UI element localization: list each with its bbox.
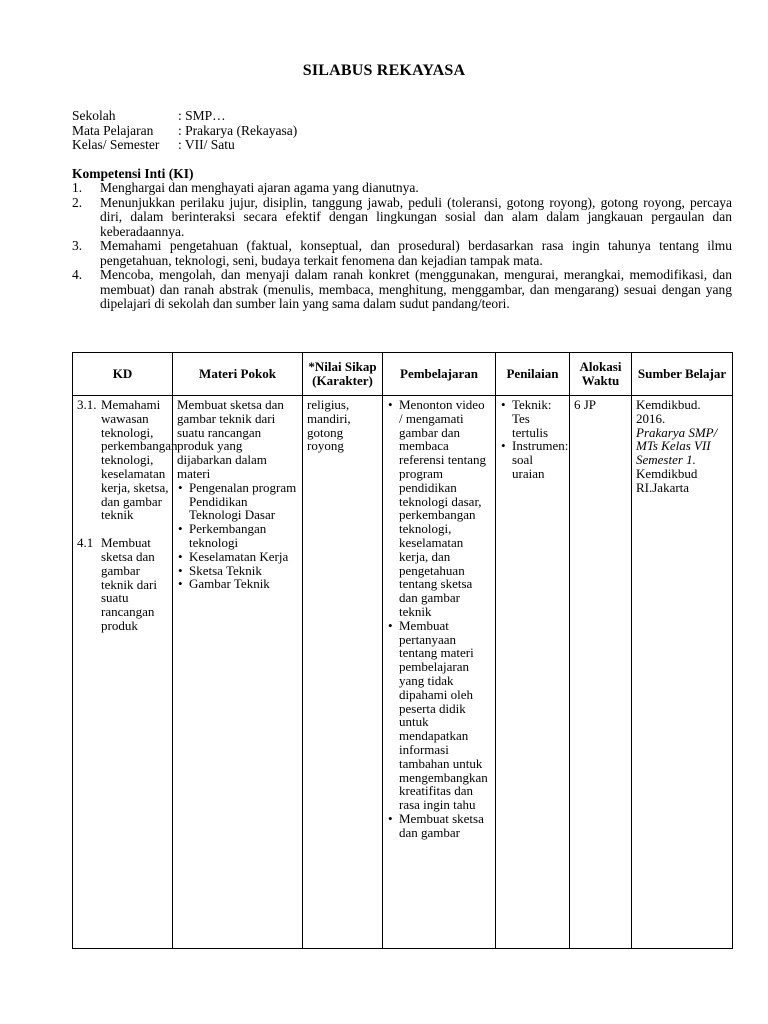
cell-materi bbox=[173, 396, 303, 949]
header-pembelajaran: Pembelajaran bbox=[383, 353, 496, 396]
ki-item bbox=[72, 196, 732, 240]
header-materi: Materi Pokok bbox=[173, 353, 303, 396]
table-header-row bbox=[73, 353, 733, 396]
materi-intro: Membuat sketsa dan gambar teknik dari suatu rancangan produk yang dijabarkan dalam materi bbox=[177, 397, 284, 481]
header-sumber: Sumber Belajar bbox=[632, 353, 733, 396]
ki-text: Menghargai dan menghayati ajaran agama yang dianutnya. bbox=[100, 180, 419, 195]
info-row-mapel bbox=[72, 124, 297, 139]
list-item: • Menonton video / mengamati gambar dan membaca referensi tentang program pendidikan teknologi dasar, perkembangan teknologi, keselamatan kerja, dan pengetahuan tentang sketsa dan gambar teknik bbox=[399, 398, 491, 619]
info-value: : SMP… bbox=[178, 108, 226, 123]
info-value: : VII/ Satu bbox=[178, 137, 235, 152]
header-kd: KD bbox=[73, 353, 173, 396]
kd-text: Memahami wawasan teknologi, perkembangan teknologi, keselamatan kerja, sketsa, dan gambar teknik bbox=[101, 397, 178, 523]
cell-kd bbox=[73, 396, 178, 949]
ki-number: 3. bbox=[72, 238, 83, 253]
sumber-line: Kemdikbud. 2016. bbox=[636, 397, 701, 426]
header-alokasi: Alokasi Waktu bbox=[570, 353, 632, 396]
ki-number: 4. bbox=[72, 267, 83, 282]
pembelajaran-list bbox=[387, 398, 491, 840]
ki-item bbox=[72, 181, 732, 196]
kd-text: Membuat sketsa dan gambar teknik dari suatu rancangan produk bbox=[101, 535, 157, 633]
info-label: Kelas/ Semester bbox=[72, 137, 160, 152]
spacer bbox=[77, 522, 168, 536]
ki-heading: Kompetensi Inti (KI) bbox=[72, 166, 194, 181]
list-item: • Keselamatan Kerja bbox=[189, 550, 298, 564]
kd-number: 3.1. bbox=[77, 397, 97, 412]
info-value: : Prakarya (Rekayasa) bbox=[178, 122, 298, 138]
ki-item bbox=[72, 268, 732, 312]
list-item: • Gambar Teknik bbox=[189, 577, 298, 591]
kd-number: 4.1 bbox=[77, 535, 94, 551]
table-row bbox=[73, 396, 733, 949]
ki-item bbox=[72, 239, 732, 268]
ki-text: Memahami pengetahuan (faktual, konseptual, dan prosedural) berdasarkan rasa ingin tahunya tentang ilmu pengetahuan, teknologi, seni, budaya terkait fenomena dan kejadian tampak mata. bbox=[100, 238, 732, 268]
materi-list bbox=[177, 481, 298, 591]
list-item: • Perkembangan teknologi bbox=[189, 522, 298, 550]
list-item: • Sketsa Teknik bbox=[189, 564, 298, 578]
penilaian-list bbox=[500, 397, 569, 481]
kd-item bbox=[77, 536, 168, 633]
cell-alokasi: 6 JP bbox=[570, 396, 632, 949]
ki-list bbox=[72, 181, 732, 312]
ki-number: 2. bbox=[72, 194, 83, 210]
cell-sumber bbox=[632, 396, 733, 949]
list-item: • Pengenalan program Pendidikan Teknologi Dasar bbox=[189, 481, 298, 522]
kd-item bbox=[77, 397, 178, 523]
ki-number: 1. bbox=[72, 180, 83, 195]
list-item: • Membuat pertanyaan tentang materi pembelajaran yang tidak dipahami oleh peserta didik untuk mendapatkan informasi tambahan untuk mengembangkan kreatifitas dan rasa ingin tahu bbox=[399, 619, 491, 812]
header-penilaian: Penilaian bbox=[496, 353, 570, 396]
list-item: • Teknik: Tes tertulis bbox=[512, 398, 565, 439]
info-row-sekolah bbox=[72, 109, 297, 124]
header-nilai: *Nilai Sikap (Karakter) bbox=[303, 353, 383, 396]
info-label: Mata Pelajaran bbox=[72, 122, 154, 138]
cell-pembelajaran bbox=[383, 396, 496, 949]
ki-text: Mencoba, mengolah, dan menyaji dalam ranah konkret (menggunakan, mengurai, merangkai, memodifikasi, dan membuat) dan ranah abstrak (menulis, membaca, menghitung, menggambar, dan mengarang) sesuai dengan yang dipelajari di sekolah dan sumber lain yang sama dalam sudut pandang/teori. bbox=[100, 267, 732, 311]
sumber-publisher: Kemdikbud RI.Jakarta bbox=[636, 465, 698, 495]
cell-penilaian bbox=[496, 396, 570, 949]
cell-nilai: religius, mandiri, gotong royong bbox=[303, 396, 383, 949]
info-row-kelas bbox=[72, 138, 297, 153]
syllabus-table bbox=[72, 352, 733, 949]
document-title: SILABUS REKAYASA bbox=[302, 62, 466, 79]
list-item: • Membuat sketsa dan gambar bbox=[399, 812, 491, 840]
ki-text: Menunjukkan perilaku jujur, disiplin, tanggung jawab, peduli (toleransi, gotong royong), gotong royong, percaya diri, dalam berinteraksi secara efektif dengan lingkungan sosial dan alam dalam jangkauan pergaulan dan keberadaannya. bbox=[100, 194, 732, 239]
info-label: Sekolah bbox=[72, 108, 116, 123]
identity-block bbox=[72, 109, 297, 153]
list-item: • Instrumen: soal uraian bbox=[512, 439, 565, 480]
sumber-book-title: Prakarya SMP/ MTs Kelas VII Semester 1. bbox=[636, 424, 718, 468]
